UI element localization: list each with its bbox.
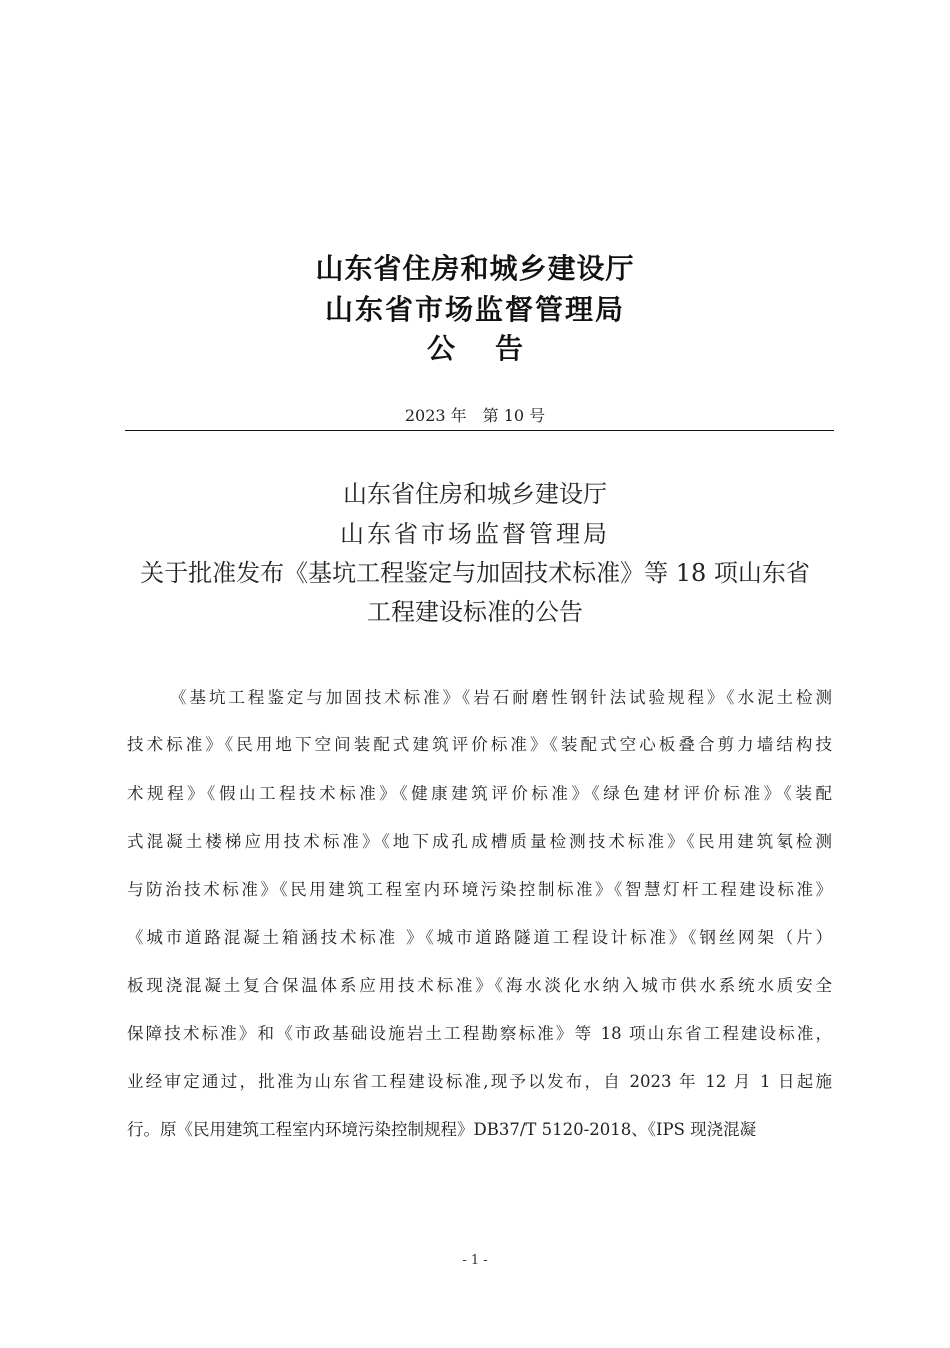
issuer-market-supervision: 山东省市场监督管理局 [324, 293, 625, 326]
header-divider [125, 430, 834, 431]
body-line-8: 保障技术标准》和《市政基础设施岩土工程勘察标准》等 18 项山东省工程建设标准， [127, 1024, 832, 1043]
page-number: - 1 - [462, 1253, 488, 1268]
body-line-5: 与防治技术标准》《民用建筑工程室内环境污染控制标准》《智慧灯杆工程建设标准》 [127, 880, 832, 899]
announcement-title-line-2: 山东省市场监督管理局 [340, 520, 610, 548]
body-line-2: 技术标准》《民用地下空间装配式建筑评价标准》《装配式空心板叠合剪力墙结构技 [127, 735, 832, 754]
announcement-title-line-1: 山东省住房和城乡建设厅 [343, 480, 607, 508]
body-line-7: 板现浇混凝土复合保温体系应用技术标准》《海水淡化水纳入城市供水系统水质安全 [127, 976, 832, 995]
document-number: 2023 年 第 10 号 [404, 406, 546, 425]
body-line-10: 行。原《民用建筑工程室内环境污染控制规程》DB37/T 5120-2018、《IPS 现浇混凝 [127, 1120, 757, 1139]
notice-label: 公告 [426, 332, 563, 365]
body-line-4: 式混凝土楼梯应用技术标准》《地下成孔成槽质量检测技术标准》《民用建筑氡检测 [127, 832, 832, 851]
announcement-title-line-3: 关于批准发布《基坑工程鉴定与加固技术标准》等 18 项山东省 [140, 559, 810, 587]
issuer-department-housing: 山东省住房和城乡建设厅 [315, 252, 635, 285]
announcement-title-line-4: 工程建设标准的公告 [367, 598, 583, 626]
body-line-6: 《城市道路混凝土箱涵技术标准 》《城市道路隧道工程设计标准》《钢丝网架（片） [127, 928, 832, 947]
body-line-9: 业经审定通过，批准为山东省工程建设标准,现予以发布，自 2023 年 12 月 1 日起施 [127, 1072, 832, 1091]
body-line-1: 《基坑工程鉴定与加固技术标准》《岩石耐磨性钢针法试验规程》《水泥土检测 [170, 688, 832, 707]
body-line-3: 术规程》《假山工程技术标准》《健康建筑评价标准》《绿色建材评价标准》《装配 [127, 784, 832, 803]
